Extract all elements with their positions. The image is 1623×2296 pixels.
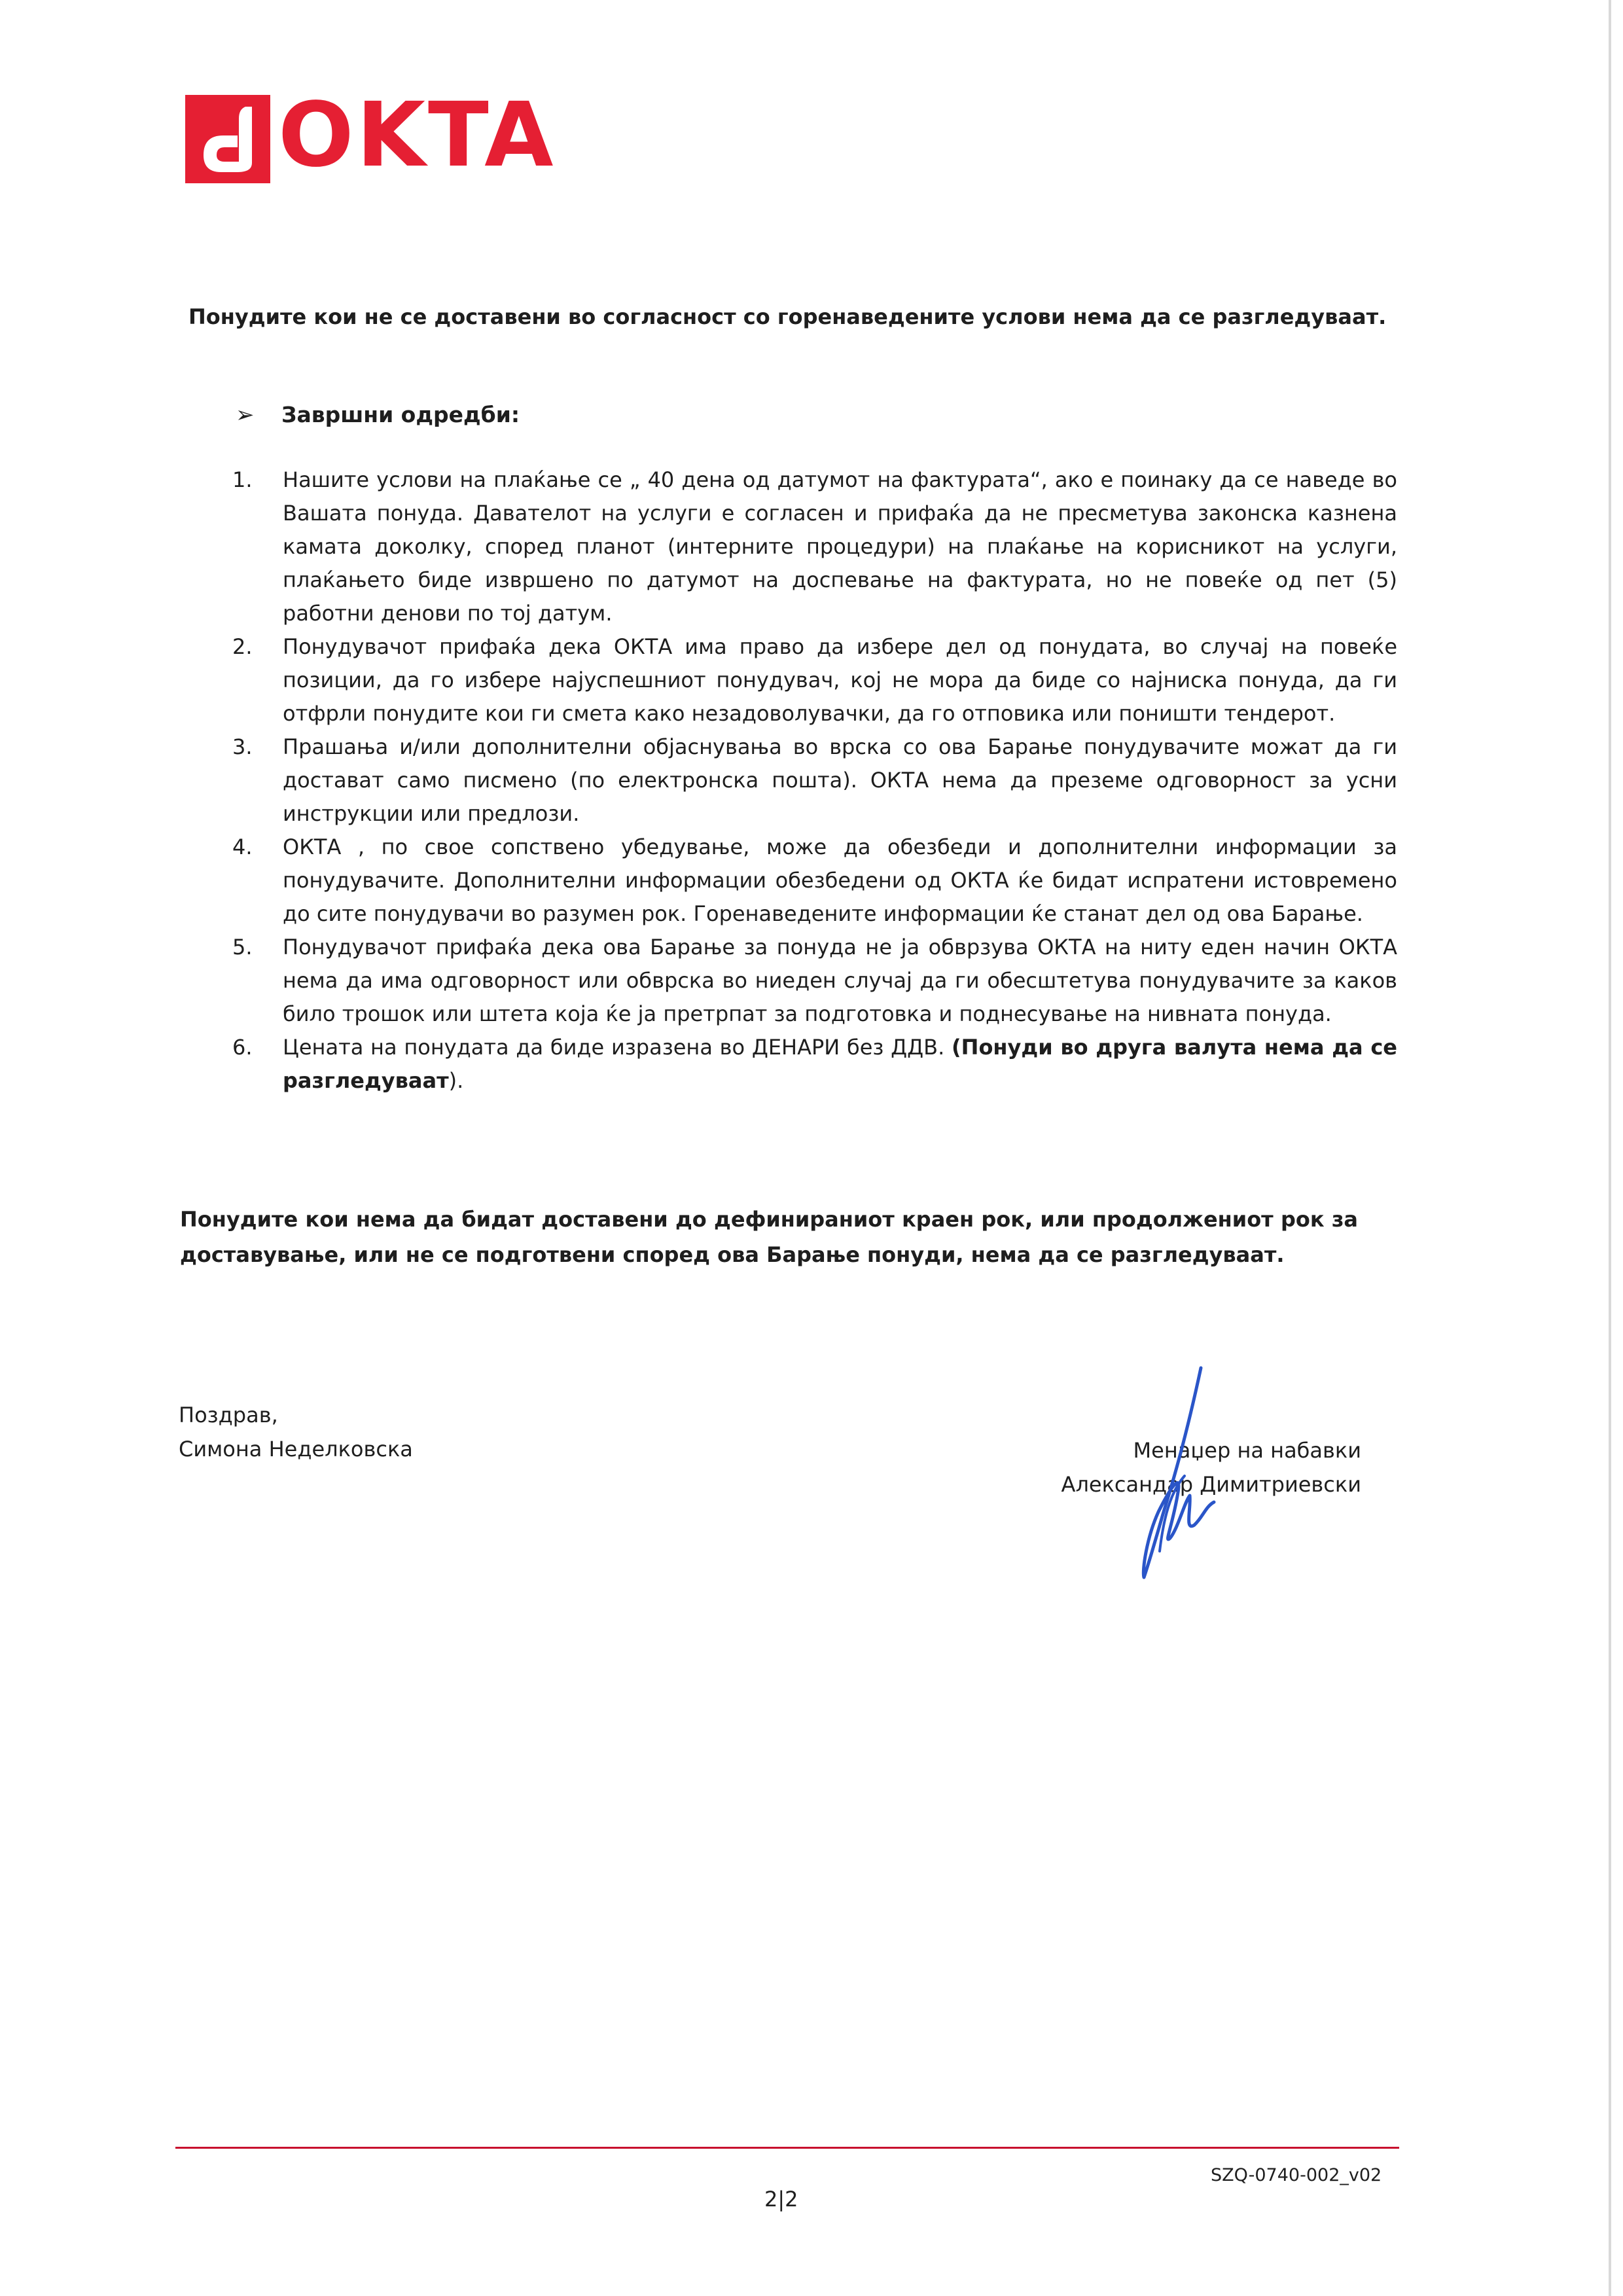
okta-logo <box>185 84 556 187</box>
term-text-bold: (Понуди во друга валута нема да се разгледуваат <box>283 1035 1398 1093</box>
document-code: SZQ-0740-002_v02 <box>1211 2165 1382 2185</box>
term-item <box>232 831 1397 931</box>
greeting-block <box>179 1398 413 1466</box>
term-number: 1. <box>232 467 253 492</box>
page-number: 2|2 <box>764 2187 798 2212</box>
term-item <box>232 730 1397 831</box>
term-text: Понудувачот прифаќа дека ова Барање за понуда не ја обврзува ОКТА на ниту еден начин ОКТА нема да има одговорност или обврска во ниеден случај да ги обесштетува понудувачите за каков било трошок или штета која ќе ја претрпат за подготовка и поднесување на нивната понуда. <box>283 935 1397 1026</box>
term-text: ОКТА , по свое сопствено убедување, може да обезбеди и дополнителни информации за понудувачите. Дополнителни информации обезбедени од ОКТА ќе бидат испратени истовремено до сите понудувачи во разумен рок. Горенаведените информации ќе станат дел од ова Барање. <box>283 834 1397 926</box>
terms-list <box>232 463 1397 1098</box>
term-item <box>232 463 1397 630</box>
term-text-plain: Цената на понудата да биде изразена во ДЕНАРИ без ДДВ. <box>283 1035 952 1060</box>
term-text: Прашања и/или дополнителни објаснувања во врска со ова Барање понудувачите можат да ги доставaт само писмено (по електронска пошта). ОКТА нема да преземе одговорност за усни инструкции или предлози. <box>283 734 1397 826</box>
signatory-title: Менаџер на набавки <box>1133 1438 1361 1463</box>
term-text: Нашите услови на плаќање се „ 40 дена од датумот на фактурата“, ако е поинаку да се наведе во Вашата понуда. Давателот на услуги е согласен и прифаќа да не пресметува законска казнена камата доколку, според планот (интерните процедури) на плаќање на корисникот на услуги, плаќањето биде извршено по датумот на доспевање на фактурата, но не повеќе од пет (5) работни денови по тој датум. <box>283 467 1397 626</box>
term-number: 6. <box>232 1035 253 1060</box>
term-text-tail: ). <box>448 1068 464 1093</box>
term-item <box>232 1031 1397 1098</box>
sender-name: Симона Неделковска <box>179 1437 413 1462</box>
term-item <box>232 931 1397 1031</box>
lead-paragraph: Понудите кои не се доставени во согласност со горенаведените услови нема да се разгледуваат. <box>188 304 1387 329</box>
okta-logo-mark <box>185 95 270 183</box>
term-number: 2. <box>232 634 253 659</box>
section-title: Завршни одредби: <box>281 402 520 427</box>
term-number: 4. <box>232 834 253 859</box>
term-item <box>232 630 1397 730</box>
term-number: 3. <box>232 734 253 759</box>
term-text <box>283 1035 1397 1093</box>
term-text: Понудувачот прифаќа дека ОКТА има право да избере дел од понудата, во случај на повеќе позиции, да го избере најуспешниот понудувач, кој не мора да биде со најниска понуда, да ги отфрли понудите кои ги смета како незадоволувачки, да го отповика или поништи тендерот. <box>283 634 1397 726</box>
term-number: 5. <box>232 935 253 960</box>
notice-paragraph: Понудите кои нема да бидат доставени до дефинираниот краен рок, или продолжениот рок за доставување, или не се подготвени според ова Барање понуди, нема да се разгледуваат. <box>180 1207 1358 1267</box>
footer-divider <box>175 2147 1399 2149</box>
signatory-name: Александар Димитриевски <box>1061 1472 1361 1497</box>
greeting-line: Поздрав, <box>179 1403 278 1427</box>
handwritten-signature <box>1086 1361 1257 1597</box>
okta-logo-text: OKTA <box>278 84 556 187</box>
arrow-bullet-icon: ➢ <box>236 402 255 428</box>
page-edge <box>1609 0 1611 2296</box>
